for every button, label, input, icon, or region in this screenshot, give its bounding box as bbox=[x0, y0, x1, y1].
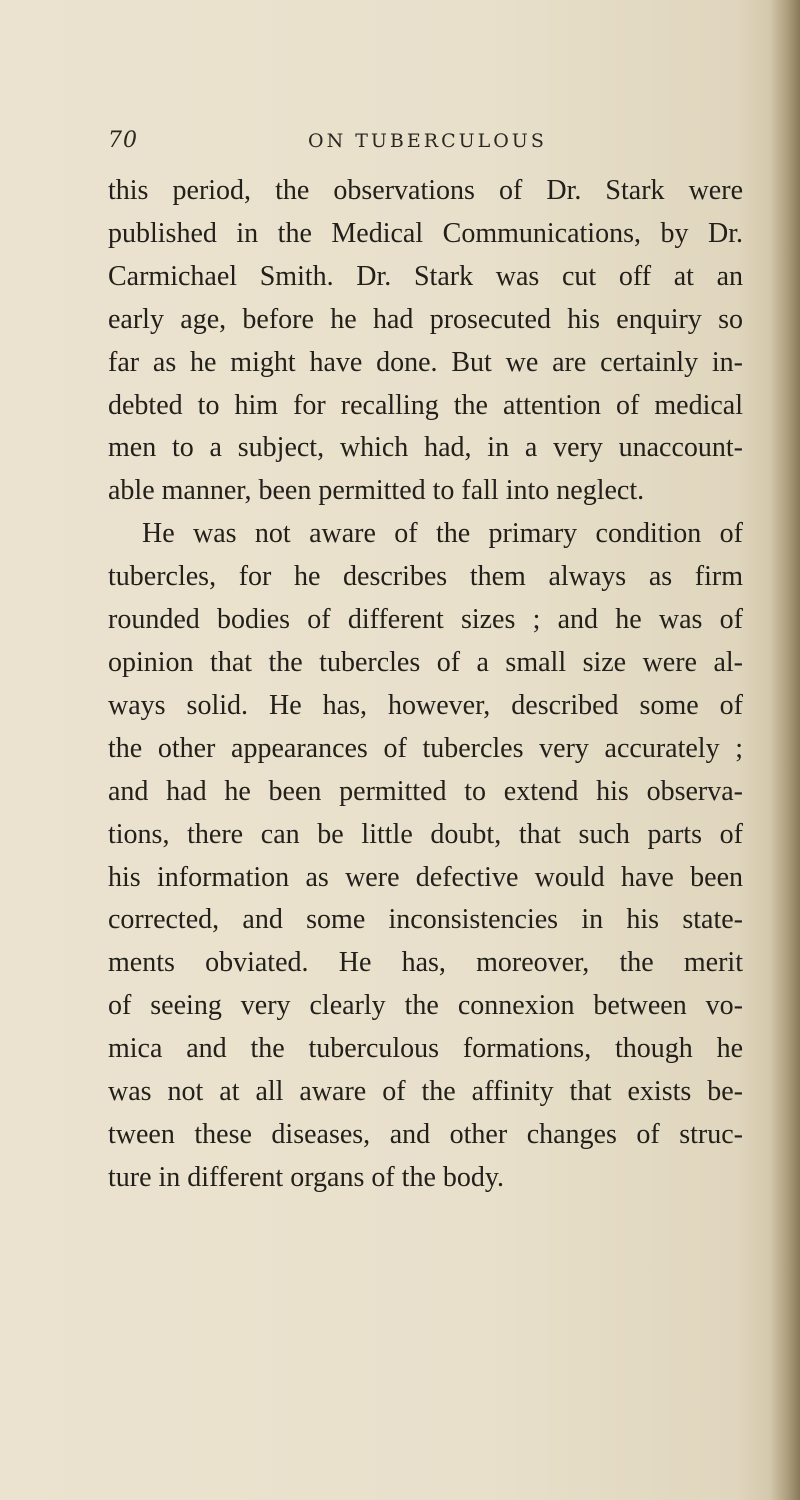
text-line: able manner, been permitted to fall into neglect. bbox=[108, 475, 645, 507]
text-line: ments obviated. He has, moreover, the merit bbox=[108, 947, 743, 979]
page-edge-shadow bbox=[770, 0, 800, 1500]
text-line: opinion that the tubercles of a small size were al- bbox=[108, 646, 743, 678]
text-line: tions, there can be little doubt, that such parts of bbox=[108, 818, 743, 850]
text-line: ways solid. He has, however, described some of bbox=[108, 689, 743, 721]
text-line: rounded bodies of different sizes ; and he was of bbox=[108, 604, 743, 636]
running-head: ON TUBERCULOUS bbox=[308, 130, 547, 152]
text-line: published in the Medical Communications, by Dr. bbox=[108, 217, 743, 249]
text-line: early age, before he had prosecuted his enquiry so bbox=[108, 303, 743, 335]
text-line: far as he might have done. But we are certainly in- bbox=[108, 346, 743, 378]
text-line: men to a subject, which had, in a very unaccount- bbox=[108, 432, 743, 464]
text-line: ture in different organs of the body. bbox=[108, 1161, 505, 1193]
text-line: this period, the observations of Dr. Stark were bbox=[108, 175, 743, 206]
text-line: corrected, and some inconsistencies in his state- bbox=[108, 904, 743, 936]
text-line: the other appearances of tubercles very accurately ; bbox=[108, 732, 743, 764]
text-line: of seeing very clearly the connexion between vo- bbox=[108, 990, 743, 1022]
page-header bbox=[108, 128, 748, 158]
text-line: his information as were defective would have been bbox=[108, 861, 743, 893]
text-line: debted to him for recalling the attention of medical bbox=[108, 389, 743, 421]
text-line: tubercles, for he describes them always as firm bbox=[108, 561, 743, 593]
body-text bbox=[108, 170, 743, 1200]
text-line: and had he been permitted to extend his observa- bbox=[108, 775, 743, 807]
text-line: He was not aware of the primary condition of bbox=[142, 518, 743, 550]
text-line: was not at all aware of the affinity that exists be- bbox=[108, 1076, 743, 1108]
page-number: 70 bbox=[108, 128, 138, 153]
text-line: tween these diseases, and other changes of struc- bbox=[108, 1118, 743, 1150]
text-line: mica and the tuberculous formations, though he bbox=[108, 1033, 743, 1065]
text-line: Carmichael Smith. Dr. Stark was cut off at an bbox=[108, 260, 743, 292]
